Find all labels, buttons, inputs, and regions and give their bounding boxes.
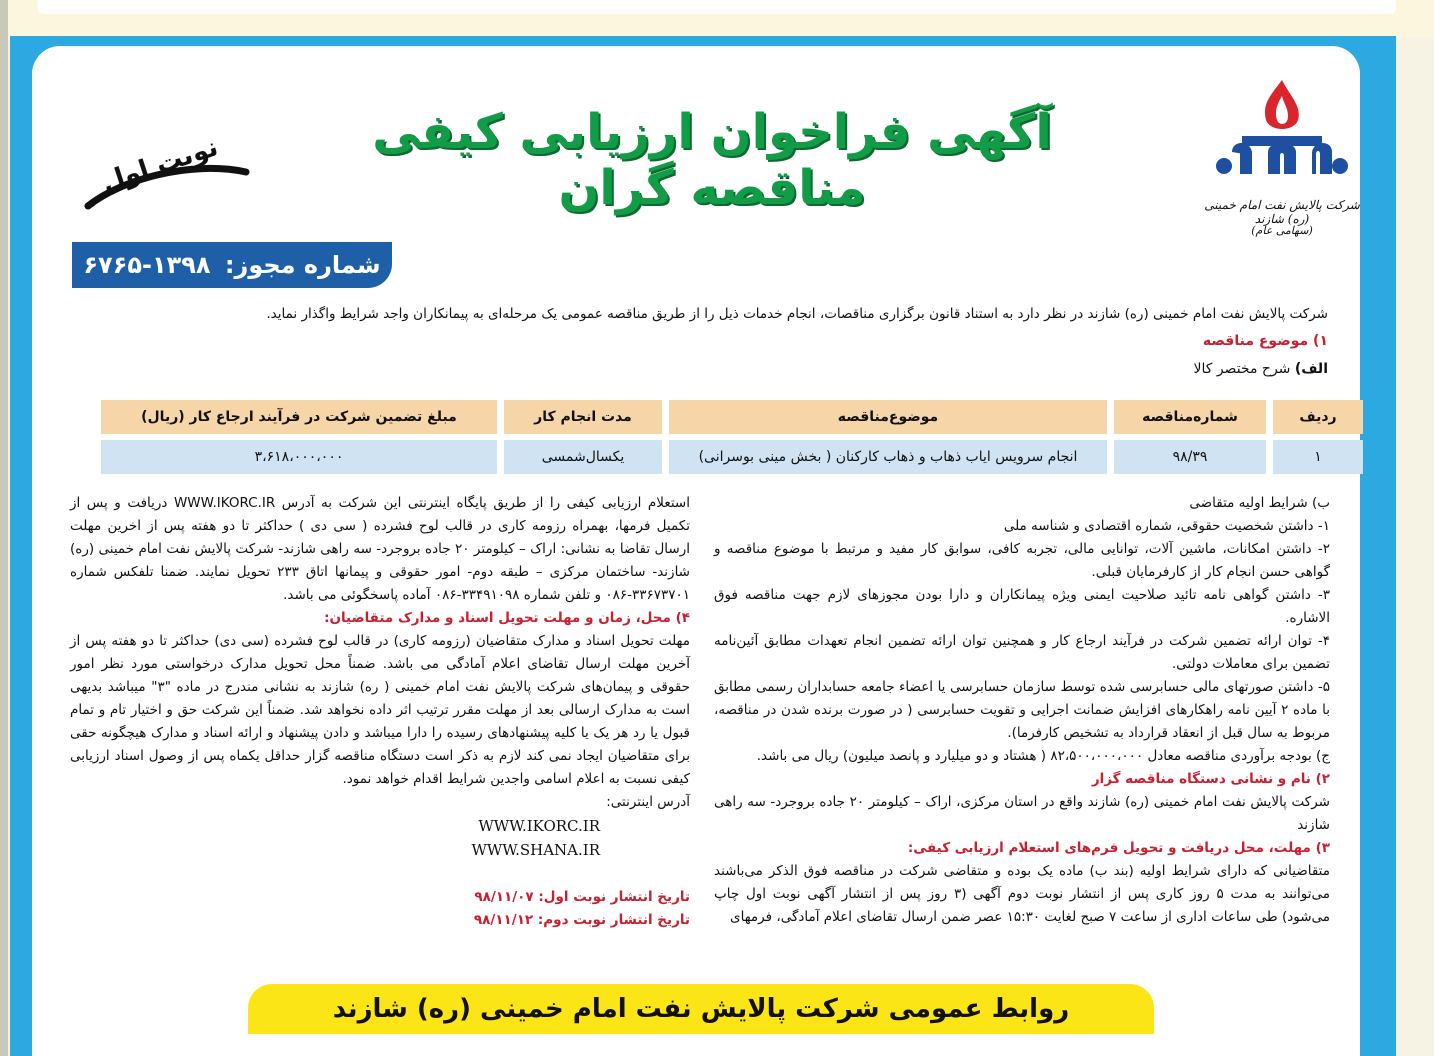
table-header-row xyxy=(101,400,1363,434)
left-column xyxy=(70,492,690,932)
section-3-continued: استعلام ارزیابی کیفی را از طریق پایگاه اینترنتی این شرکت به آدرس WWW.IKORC.IR دریافت و پس از تکمیل فرمها، بهمراه رزومه کاری در قالب لوح فشرده ( سی دی ) حداکثر تا دو هفته پس از اخرین مهلت ارسال تقاضا به نشانی: اراک – کیلومتر ۲۰ جاده بروجرد- سه راهی شازند- شرکت پالایش نفت امام خمینی (ره) شازند- ساختمان مرکزی – طبقه دوم- امور حقوقی و پیمانها اتاق ۲۳۳ تحویل نمایند. ضمنا تلفکس شماره ۳۳۶۷۳۷۰۱-۰۸۶ و تلفن شماره ۳۳۴۹۱۰۹۸-۰۸۶ آماده پاسخگوئی می باشد. xyxy=(70,495,690,603)
logo-company-type: (سهامی عام) xyxy=(1251,224,1313,237)
publish-date-second: تاریخ انتشار نوبت دوم: ۹۸/۱۱/۱۲ xyxy=(473,912,690,928)
web-label: آدرس اینترنتی: xyxy=(606,794,690,810)
table-header: مدت انجام کار xyxy=(504,400,662,434)
refinery-flame-icon xyxy=(1192,74,1372,194)
section-3-text: متقاضیانی که دارای شرایط اولیه (بند ب) ماده یک بوده و متقاضی شرکت در مناقصه فوق الذکر می‌باشند می‌توانند به مدت ۵ روز کاری پس از انتشار نوبت دوم آگهی (۳ روز پس از انتشار آگهی نوبت اول چاپ می‌شود) طی ساعات اداری از ساعت ۷ صبح لغایت ۱۵:۳۰ عصر ضمن ارسال تقاضای اعلام آمادگی، فرمهای xyxy=(714,863,1330,925)
permit-label: شماره مجوز: xyxy=(224,251,381,279)
list-item: ۵- داشتن صورتهای مالی حسابرسی شده توسط سازمان حسابرسی یا اعضاء جامعه حسابداران رسمی مطابق با ماده ۲ آیین نامه راهکارهای افزایش ضمانت اجرایی و تقویت حسابرسی ( در صورت برنده شدن در مناقصه، مربوط به سال قبل از انعقاد قرارداد به تشخیص کارفرما). xyxy=(714,679,1330,741)
section-4-title: ۴) محل، زمان و مهلت تحویل اسناد و مدارک متقاضیان: xyxy=(324,610,690,626)
page-edge xyxy=(0,0,8,1056)
list-item: ۳- داشتن گواهی نامه تائید صلاحیت ایمنی ویژه پیمانکاران و دارا بودن مجوزهای لازم جهت مناقصه فوق الاشاره. xyxy=(714,587,1330,626)
section-3-title: ۳) مهلت، محل دریافت و تحویل فرم‌های استعلام ارزیابی کیفی: xyxy=(907,840,1330,856)
table-row xyxy=(101,440,1363,474)
table-cell: ۳،۶۱۸،۰۰۰،۰۰۰ xyxy=(101,440,497,474)
section-2-title: ۲) نام و نشانی دستگاه مناقصه گزار xyxy=(1091,771,1330,787)
table-cell: یکسال‌شمسی xyxy=(504,440,662,474)
section-4-text: مهلت تحویل اسناد و مدارک متقاضیان (رزومه کاری) در قالب لوح فشرده (سی دی) حداکثر تا دو هفته پس از آخرین مهلت ارسال تقاضای اعلام آمادگی می باشد. ضمناً محل تحویل مدارک درخواستی مورد نظر امور حقوقی و پیمان‌های شرکت پالایش نفت امام خمینی ( ره) شازند به نشانی مندرج در ماده "۳" میباشد بدیهی است به مدارک ارسالی بعد از مهلت مقرر ترتیب اثر داده نخواهد شد. ضمناً این شرکت حق و اختیار تام و تمام قبول یا رد هر یک یا کلیه پیشنهادهای رسیده را دارا میباشد و دادن پیشنهاد و ارائه اسناد و مدارک هیچگونه حقی برای متقاضیان ایجاد نمی کند لازم به ذکر است دستگاه مناقصه گزار حداقل یکماه پس از وصول اسناد ارزیابی کیفی نسبت به اعلام اسامی واجدین شرایط اقدام خواهد نمود. xyxy=(70,633,690,787)
publish-dates xyxy=(70,886,690,932)
round-badge xyxy=(80,120,250,210)
list-item: ۱- داشتن شخصیت حقوقی، شماره اقتصادی و شناسه ملی xyxy=(1003,518,1330,534)
list-item: ۲- داشتن امکانات، ماشین آلات، توانایی مالی، تجربه کافی، سوابق کار مفید و مرتبط با موضوع مناقصه و گواهی حسن انجام کار از کارفرمایان قبلی. xyxy=(714,541,1330,580)
website-link[interactable]: WWW.SHANA.IR xyxy=(471,841,600,859)
right-column xyxy=(714,492,1330,929)
table-header: ردیف xyxy=(1273,400,1363,434)
table-cell: ۹۸/۳۹ xyxy=(1114,440,1266,474)
permit-number: ۱۳۹۸-۶۷۶۵ xyxy=(83,251,211,279)
tender-table xyxy=(94,394,1370,480)
round-label: نوبت اول xyxy=(98,132,222,198)
section-2-text: شرکت پالایش نفت امام خمینی (ره) شازند واقع در استان مرکزی، اراک – کیلومتر ۲۰ جاده بروجرد- سه راهی شازند xyxy=(714,794,1330,833)
logo-company-name: شرکت پالایش نفت امام خمینی (ره) شازند xyxy=(1204,198,1360,226)
table-header: شماره‌مناقصه xyxy=(1114,400,1266,434)
table-header: مبلغ تضمین شرکت در فرآیند ارجاع کار (ریال) xyxy=(101,400,497,434)
company-logo xyxy=(1192,74,1372,264)
intro-paragraph: شرکت پالایش نفت امام خمینی (ره) شازند در نظر دارد به استناد قانون برگزاری مناقصات، انجام خدمات ذیل را از طریق مناقصه عمومی یک مرحله‌ای به پیمانکاران واجد شرایط واگذار نماید. xyxy=(266,306,1328,322)
table-cell: انجام سرویس ایاب ذهاب و ذهاب کارکنان ( بخش مینی بوسرانی) xyxy=(669,440,1107,474)
section-b-title: ب) شرایط اولیه متقاضی xyxy=(1189,495,1330,511)
page-title: آگهی فراخوان ارزیابی کیفی مناقصه گران xyxy=(372,104,1052,216)
section-1-sub-text: شرح مختصر کالا xyxy=(1193,361,1291,377)
website-link[interactable]: WWW.IKORC.IR xyxy=(478,817,600,835)
ad-panel xyxy=(32,46,1360,1056)
table-header: موضوع‌مناقصه xyxy=(669,400,1107,434)
footer-public-relations: روابط عمومی شرکت پالایش نفت امام خمینی (ره) شازند xyxy=(248,984,1154,1034)
table-cell: ۱ xyxy=(1273,440,1363,474)
list-item: ۴- توان ارائه تضمین شرکت در فرآیند ارجاع کار و همچنین توان ارائه تضمین انجام تعهدات مطابق آئین‌نامه تضمین برای معاملات دولتی. xyxy=(714,633,1330,672)
section-1-sub-label: الف) xyxy=(1294,361,1328,377)
top-strip xyxy=(0,0,1434,38)
publish-date-first: تاریخ انتشار نوبت اول: ۹۸/۱۱/۰۷ xyxy=(474,889,690,905)
budget-text: ج) بودجه برآوردی مناقصه معادل ۸۲،۵۰۰،۰۰۰،۰۰۰ ( هشتاد و دو میلیارد و پانصد میلیون) ریال می باشد. xyxy=(756,748,1330,764)
section-1-subtitle xyxy=(1193,358,1328,380)
section-1-title: ۱) موضوع مناقصه xyxy=(1202,333,1328,349)
permit-number-badge xyxy=(72,242,392,288)
